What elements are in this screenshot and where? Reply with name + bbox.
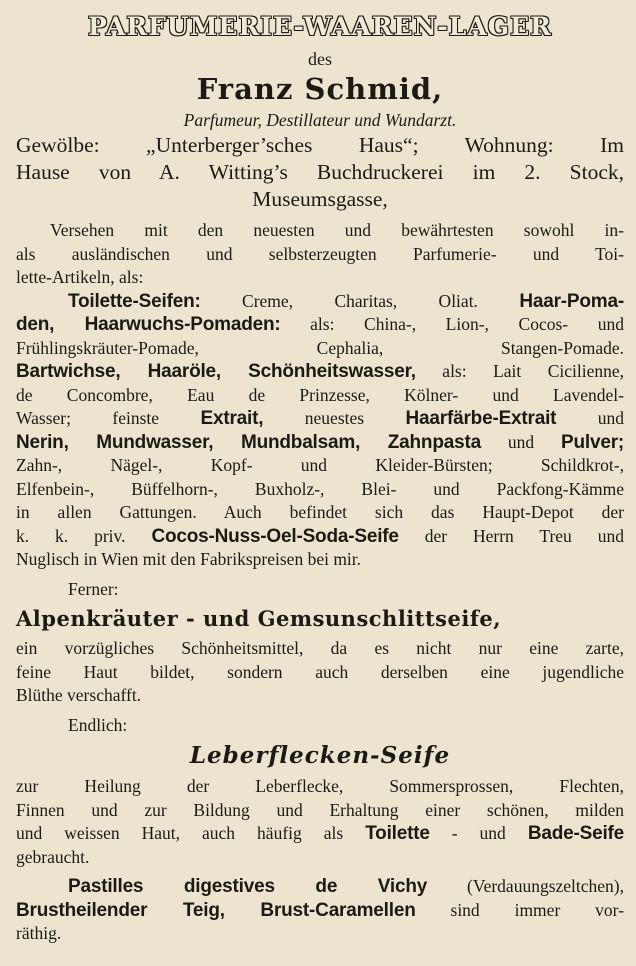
merchant-profession: Parfumeur, Destillateur und Wundarzt. [183, 110, 457, 130]
product-line: Frühlingskräuter-Pomade, Cephalia, Stangen-Pomade. [16, 337, 624, 358]
intro-block [16, 219, 624, 290]
intro-line: als ausländischen und selbsterzeugten Parfumerie- und Toi- [16, 243, 624, 264]
product-line [16, 360, 624, 384]
product-name: Nerin, Mundwasser, Mundbalsam, Zahnpasta [16, 431, 481, 453]
location-line: Gewölbe: „Unterberger’sches Haus“; Wohnung: Im [16, 133, 624, 157]
leber-line: zur Heilung der Leberflecke, Sommersprossen, Flechten, [16, 776, 624, 796]
product-text: und [480, 431, 561, 452]
leber-text: - und [429, 823, 528, 843]
product-line [16, 290, 624, 314]
ferner-label: Ferner: [68, 578, 119, 599]
product-name: den, Haarwuchs-Pomaden: [16, 314, 281, 335]
product-line [16, 407, 624, 431]
closing-line: räthig. [16, 923, 62, 943]
product-text: als: China-, Lion-, Cocos- und [280, 314, 624, 334]
location-line: Hause von A. Witting’s Buchdruckerei im 2. Stock, [16, 160, 624, 184]
product-name: Haarfärbe-Extrait [405, 408, 557, 429]
product-name: Bade-Seife [527, 823, 624, 844]
product-line [16, 313, 624, 337]
closing-line [16, 899, 624, 923]
product-name: Toilette-Seifen: [68, 290, 201, 312]
product-text: als: Lait Cicilienne, [415, 361, 624, 381]
product-text: Wasser; feinste [16, 408, 201, 428]
intro-line: lette-Artikeln, als: [16, 267, 144, 287]
leber-soap-title: Leberflecken-Seife [189, 742, 451, 769]
leber-line [16, 822, 624, 846]
product-name: Brustheilender Teig, Brust-Caramellen [16, 899, 416, 921]
leber-block [16, 775, 624, 869]
des-word: des [308, 49, 332, 69]
product-text: Creme, Charitas, Oliat. [200, 290, 478, 311]
page-title: PARFUMERIE-WAAREN-LAGER [88, 12, 552, 41]
product-name: Bartwichse, Haaröle, Schönheitswasser, [16, 361, 416, 382]
product-line [16, 431, 624, 455]
merchant-name: Franz Schmid, [196, 72, 444, 106]
product-text: neuestes [263, 408, 406, 428]
product-line: de Concombre, Eau de Prinzesse, Kölner- und Lavendel- [16, 384, 624, 405]
product-text: k. k. priv. [16, 525, 152, 546]
leber-line: Finnen und zur Bildung und Erhaltung einer schönen, milden [16, 799, 624, 820]
product-name: Haar-Poma- [519, 290, 624, 312]
product-text: und [556, 408, 624, 428]
alpen-soap-title: Alpenkräuter - und Gemsunschlittseife, [16, 606, 502, 631]
location-line: Museumsgasse, [252, 187, 388, 211]
product-name: Cocos-Nuss-Oel-Soda-Seife [151, 525, 399, 547]
product-line: Nuglisch in Wien mit den Fabrikspreisen bei mir. [16, 549, 362, 569]
product-line: Elfenbein-, Büffelhorn-, Buxholz-, Blei- und Packfong-Kämme [16, 478, 624, 499]
product-name: Pastilles digestives de Vichy [68, 876, 428, 897]
closing-text: sind immer vor- [415, 899, 624, 920]
alpen-line: Blüthe verschafft. [16, 685, 142, 705]
location-block [16, 132, 624, 213]
product-name: Toilette [365, 823, 430, 844]
alpen-line: ein vorzügliches Schönheitsmittel, da es nicht nur eine zarte, [16, 638, 624, 658]
product-name: Extrait, [200, 408, 264, 429]
closing-line [16, 875, 624, 899]
product-line [16, 525, 624, 549]
leber-text: und weissen Haut, auch häufig als [16, 823, 366, 843]
products-block [16, 290, 624, 572]
intro-line: Versehen mit den neuesten und bewährtesten sowohl in- [50, 220, 624, 240]
product-text: der Herrn Treu und [398, 525, 624, 546]
leber-line: gebraucht. [16, 846, 90, 867]
product-line: Zahn-, Nägel-, Kopf- und Kleider-Bürsten; Schildkrot-, [16, 455, 624, 475]
alpen-line: feine Haut bildet, sondern auch derselben eine jugendliche [16, 661, 624, 682]
closing-text: (Verdauungszeltchen), [427, 876, 624, 896]
product-line: in allen Gattungen. Auch befindet sich das Haupt-Depot der [16, 502, 624, 522]
alpen-block [16, 637, 624, 708]
product-name: Pulver; [561, 431, 624, 453]
closing-block [16, 875, 624, 946]
endlich-label: Endlich: [68, 714, 128, 735]
